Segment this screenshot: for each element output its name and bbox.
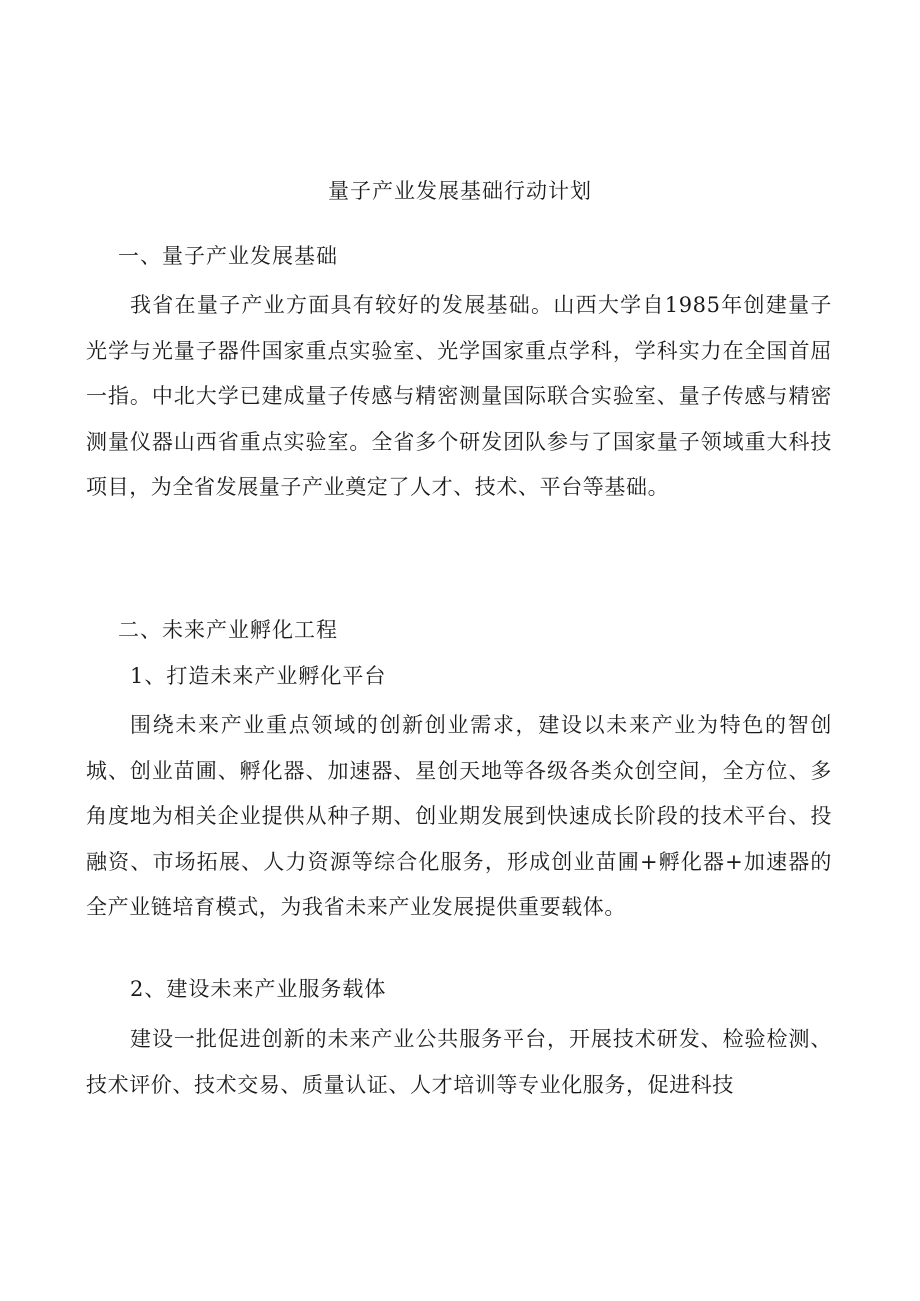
document-title: 量子产业发展基础行动计划 [328,179,592,203]
section-heading-1: 一、量子产业发展基础 [118,244,338,268]
subsection-paragraph-2: 建设一批促进创新的未来产业公共服务平台，开展技术研发、检验检测、技术评价、技术交易、质量认证、人才培训等专业化服务，促进科技 [86,1027,832,1097]
subsection-heading-1: 1、打造未来产业孵化平台 [130,664,387,688]
subsection-paragraph-1: 围绕未来产业重点领域的创新创业需求，建设以未来产业为特色的智创城、创业苗圃、孵化器、加速器、星创天地等各级各类众创空间，全方位、多角度地为相关企业提供从种子期、创业期发展到快速成长阶段的技术平台、投融资、市场拓展、人力资源等综合化服务，形成创业苗圃+孵化器+加速器的全产业链培育模式，为我省未来产业发展提供重要载体。 [86,713,832,920]
subsection-heading-2: 2、建设未来产业服务载体 [130,977,387,1001]
section-heading-2: 二、未来产业孵化工程 [118,618,338,642]
section-paragraph-1: 我省在量子产业方面具有较好的发展基础。山西大学自1985年创建量子光学与光量子器件国家重点实验室、光学国家重点学科，学科实力在全国首屈一指。中北大学已建成量子传感与精密测量国际联合实验室、量子传感与精密测量仪器山西省重点实验室。全省多个研发团队参与了国家量子领域重大科技项目，为全省发展量子产业奠定了人才、技术、平台等基础。 [86,293,832,500]
